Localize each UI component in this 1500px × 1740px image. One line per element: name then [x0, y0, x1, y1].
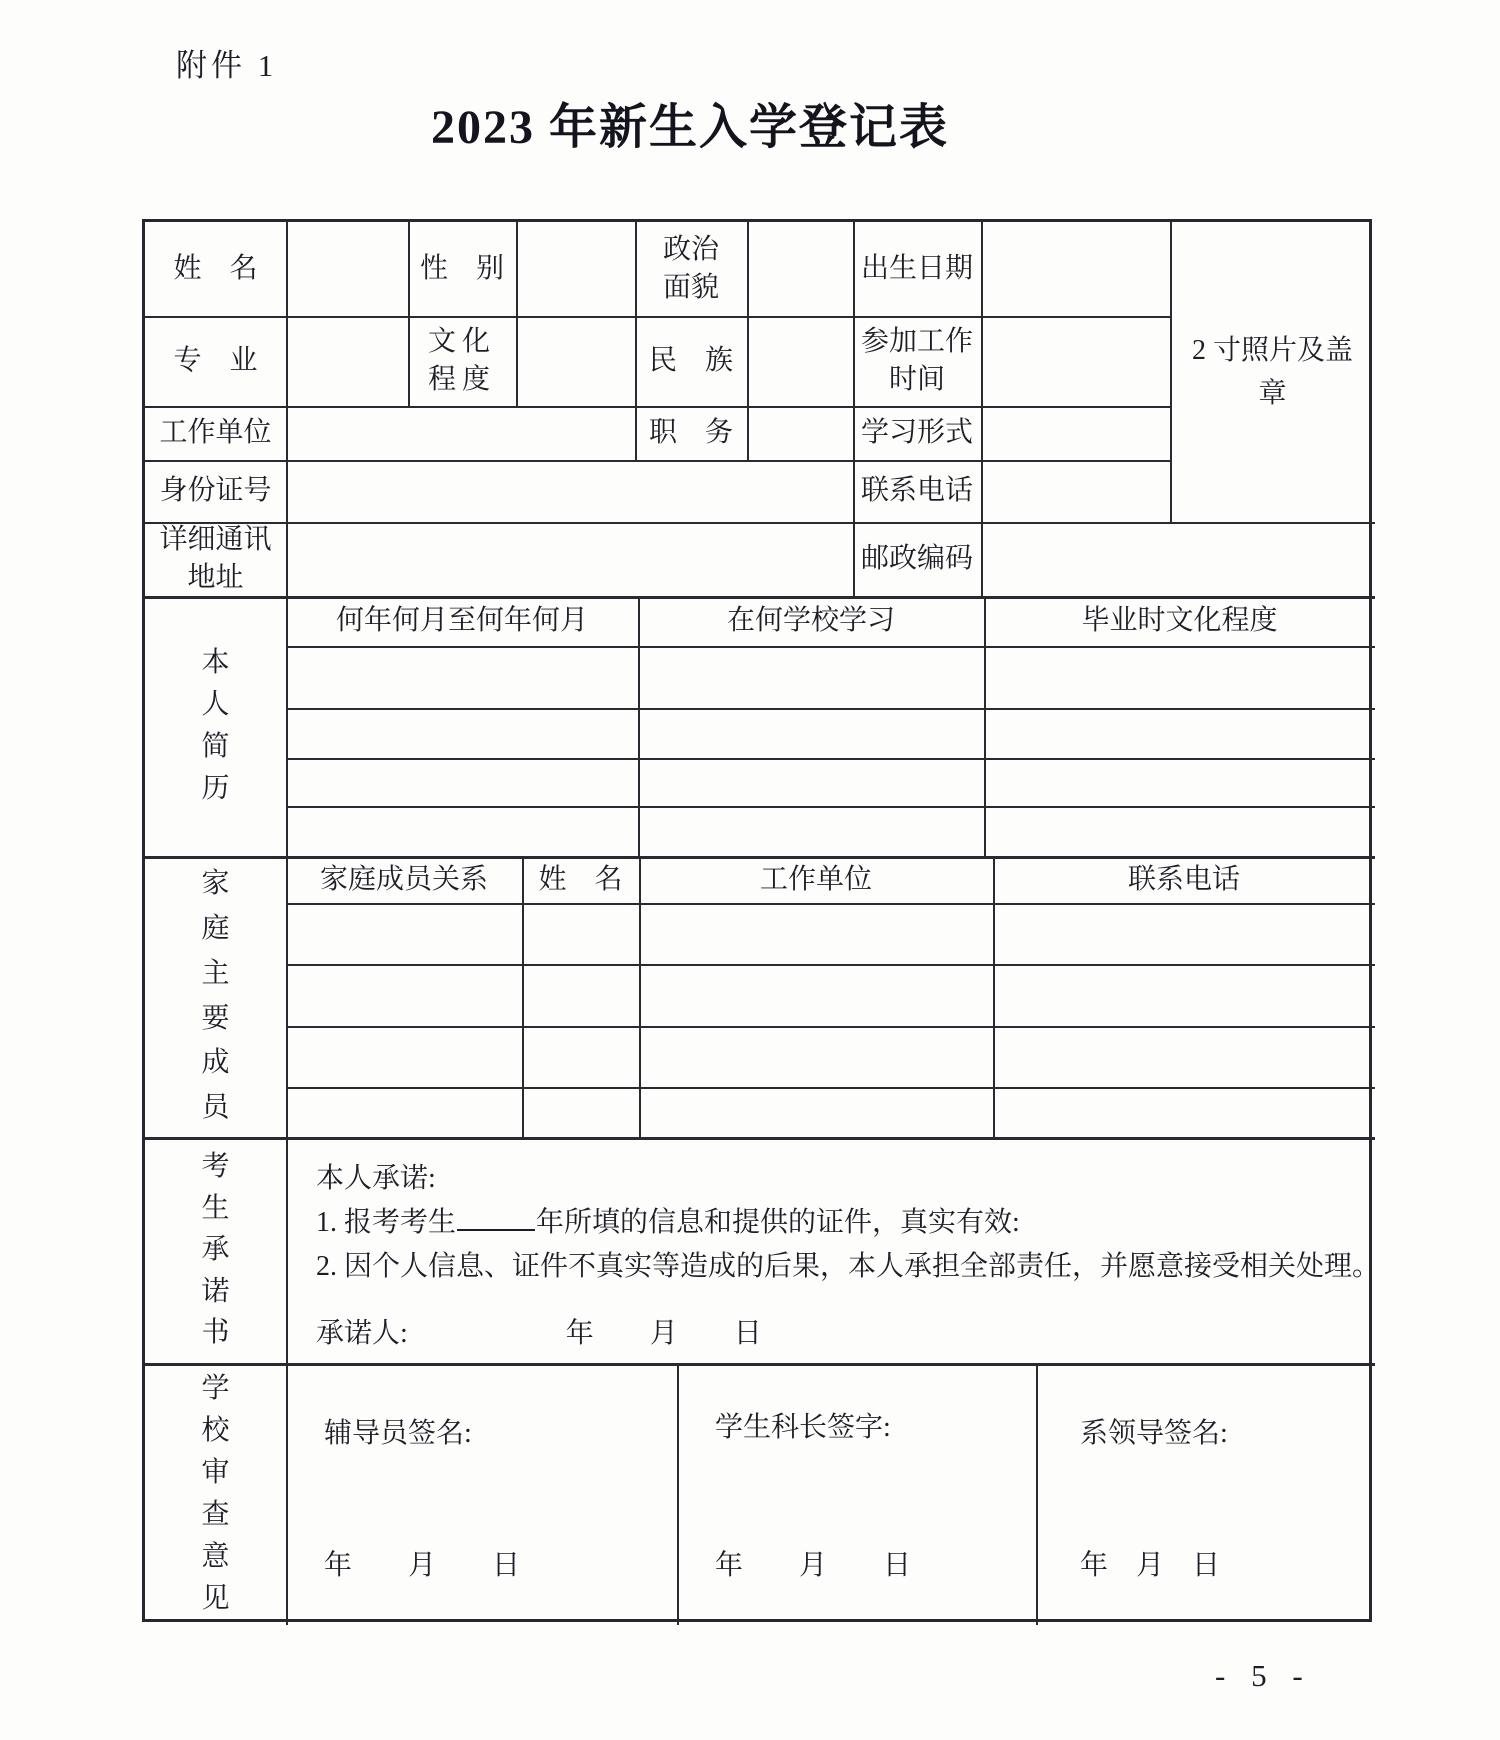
work-start-time-label — [853, 316, 981, 406]
family-column-header-phone: 联系电话 — [1127, 863, 1240, 895]
mailing-address-label — [145, 522, 286, 596]
family-blank-row[interactable] — [286, 903, 1375, 964]
attachment-label: 附件 1 — [176, 48, 278, 83]
gender-value-field[interactable] — [516, 222, 635, 316]
family-section-label — [145, 856, 286, 1137]
family-section-label-text: 家庭主要成员 — [201, 868, 230, 1124]
pledge-item-1 — [316, 1201, 1349, 1245]
gender-label: 性 别 — [419, 253, 504, 285]
mailing-address-value-field[interactable] — [286, 522, 853, 596]
major-value-field[interactable] — [286, 316, 408, 406]
resume-column-header-period: 何年何月至何年何月 — [335, 605, 588, 637]
resume-blank-row[interactable] — [286, 758, 1375, 806]
study-form-value-field[interactable] — [981, 406, 1170, 460]
ethnicity-label: 民 族 — [648, 345, 733, 377]
phone-value-field[interactable] — [981, 460, 1170, 522]
education-level-label — [408, 316, 516, 406]
resume-blank-row[interactable] — [286, 646, 1375, 708]
family-blank-row[interactable] — [286, 964, 1375, 1026]
pledge-signer-label: 承诺人: — [316, 1317, 408, 1349]
family-blank-row[interactable] — [286, 1087, 1375, 1137]
phone-label: 联系电话 — [860, 475, 973, 507]
pledge-body — [286, 1137, 1381, 1363]
registration-form-table — [142, 219, 1381, 1622]
page-number: - 5 - — [1215, 1658, 1312, 1693]
work-start-time-value-field[interactable] — [981, 316, 1170, 406]
employer-label: 工作单位 — [159, 417, 272, 449]
political-status-label — [635, 222, 747, 316]
postcode-value-field[interactable] — [981, 522, 1375, 596]
resume-section-label — [145, 596, 286, 856]
resume-blank-row[interactable] — [286, 708, 1375, 758]
position-value-field[interactable] — [747, 406, 853, 460]
student-section-chief-signature-label: 学生科长签字: — [715, 1412, 891, 1443]
id-number-label: 身份证号 — [159, 475, 272, 507]
review-cell-student-section-chief — [677, 1363, 1036, 1625]
photo-and-seal-box — [1170, 222, 1375, 522]
counselor-signature-label: 辅导员签名: — [324, 1418, 472, 1449]
ethnicity-value-field[interactable] — [747, 316, 853, 406]
resume-section-label-text: 本人简历 — [201, 647, 230, 804]
resume-column-header-education: 毕业时文化程度 — [1081, 605, 1278, 637]
position-label: 职 务 — [648, 417, 733, 449]
family-column-header-employer: 工作单位 — [759, 863, 872, 895]
pledge-item-1-suffix: 年所填的信息和提供的证件，真实有效: — [536, 1207, 1020, 1239]
education-level-value-field[interactable] — [516, 316, 635, 406]
political-status-label-text: 政治面貌 — [662, 234, 719, 303]
department-leader-signature-label: 系领导签名: — [1080, 1418, 1228, 1449]
resume-column-header-school: 在何学校学习 — [726, 605, 895, 637]
pledge-signature-line — [316, 1312, 1349, 1356]
major-label: 专 业 — [173, 345, 258, 377]
family-blank-row[interactable] — [286, 1026, 1375, 1087]
review-section-label-text: 学校审查意见 — [201, 1373, 230, 1614]
birth-date-label: 出生日期 — [860, 253, 973, 285]
employer-value-field[interactable] — [286, 406, 635, 460]
photo-and-seal-label-text: 2 寸照片及盖章 — [1191, 334, 1353, 409]
review-cell-department-leader — [1036, 1363, 1375, 1625]
family-column-header-name: 姓 名 — [538, 863, 623, 895]
family-column-header-relation: 家庭成员关系 — [319, 863, 488, 895]
education-level-label-text: 文化程度 — [427, 326, 496, 395]
mailing-address-label-text: 详细通讯地址 — [159, 524, 272, 593]
student-section-chief-date-label: 年 月 日 — [715, 1550, 912, 1581]
pledge-item-2: 2. 因个人信息、证件不真实等造成的后果，本人承担全部责任，并愿意接受相关处理。 — [316, 1251, 1381, 1283]
review-cell-counselor — [286, 1363, 677, 1625]
pledge-item-1-prefix: 1. 报考考生 — [316, 1207, 457, 1239]
name-label: 姓 名 — [173, 253, 258, 285]
review-section-label — [145, 1363, 286, 1625]
name-value-field[interactable] — [286, 222, 408, 316]
pledge-section-label — [145, 1137, 286, 1363]
pledge-intro: 本人承诺: — [316, 1163, 436, 1194]
pledge-date-label: 年 月 日 — [565, 1317, 762, 1349]
id-number-value-field[interactable] — [286, 460, 853, 522]
counselor-date-label: 年 月 日 — [324, 1550, 521, 1581]
political-status-value-field[interactable] — [747, 222, 853, 316]
pledge-year-blank-field[interactable] — [457, 1205, 535, 1232]
birth-date-value-field[interactable] — [981, 222, 1170, 316]
resume-blank-row[interactable] — [286, 806, 1375, 856]
work-start-time-label-text: 参加工作时间 — [860, 326, 973, 395]
study-form-label: 学习形式 — [860, 417, 973, 449]
pledge-section-label-text: 考生承诺书 — [201, 1151, 230, 1349]
page-title: 2023 年新生入学登记表 — [430, 101, 949, 154]
department-leader-date-label: 年 月 日 — [1080, 1550, 1221, 1581]
postcode-label: 邮政编码 — [860, 543, 973, 575]
